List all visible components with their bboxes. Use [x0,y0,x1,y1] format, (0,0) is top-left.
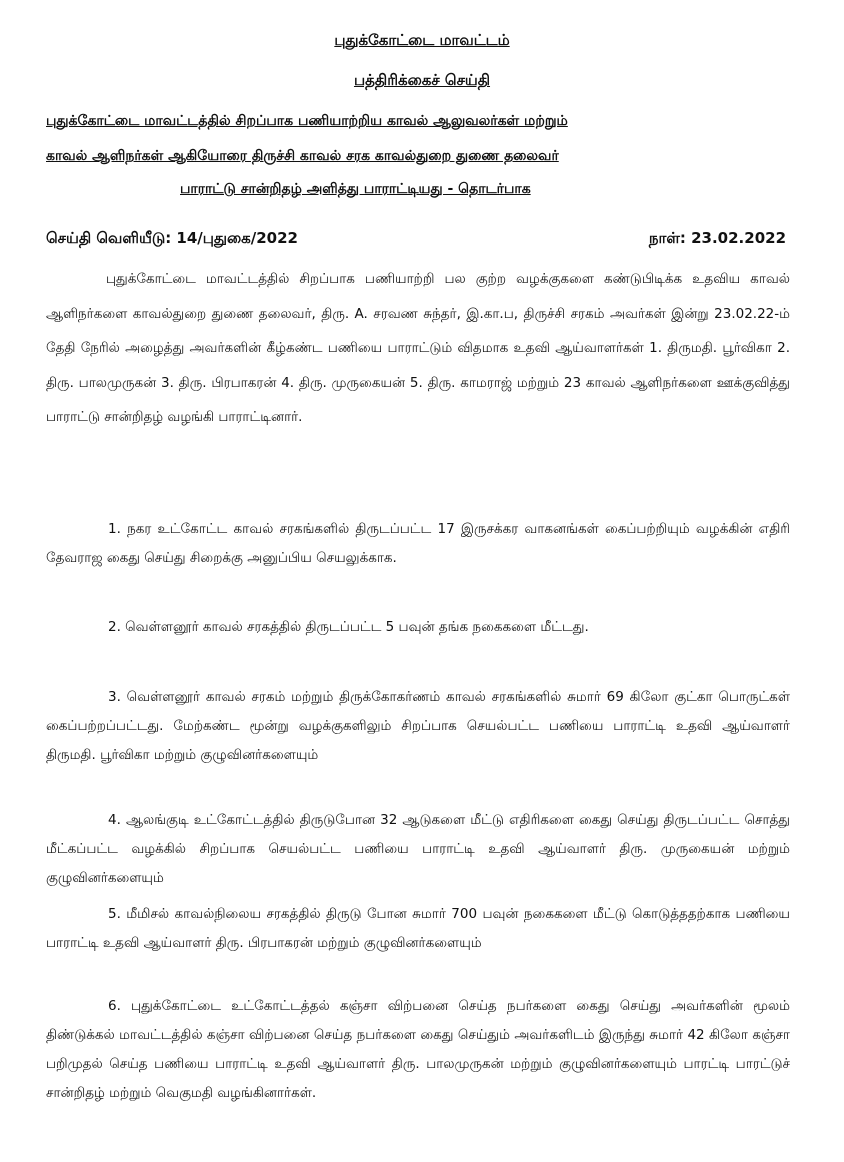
intro-paragraph: புதுக்கோட்டை மாவட்டத்தில் சிறப்பாக பணியாற்றி பல குற்ற வழக்குகளை கண்டுபிடிக்க உதவிய காவல் ஆளிநர்களை காவல்துறை துணை தலைவர், திரு. A. சரவண சுந்தர், இ.கா.ப, திருச்சி சரகம் அவர்கள் இன்று 23.02.22-ம் தேதி நேரில் அழைத்து அவர்களின் கீழ்கண்ட பணியை பாராட்டும் விதமாக உதவி ஆய்வாளர்கள் 1. திருமதி. பூர்விகா 2. திரு. பாலமுருகன் 3. திரு. பிரபாகரன் 4. திரு. முருகையன் 5. திரு. காமராஜ் மற்றும் 23 காவல் ஆளிநர்களை ஊக்குவித்து பாராட்டு சான்றிதழ் வழங்கி பாராட்டினார். [46,271,790,425]
release-number: செய்தி வெளியீடு: 14/புதுகை/2022 [46,229,298,247]
release-reference-row [46,226,786,250]
list-item: 2. வெள்ளனூர் காவல் சரகத்தில் திருடப்பட்ட 5 பவுன் தங்க நகைகளை மீட்டது. [108,619,589,635]
press-release-heading: பத்திரிக்கைச் செய்தி [353,71,491,89]
list-item: 5. மீமிசல் காவல்நிலைய சரகத்தில் திருடு போன சுமார் 700 பவுன் நகைகளை மீட்டு கொடுத்ததற்காக பணியை பாராட்டி உதவி ஆய்வாளர் திரு. பிரபாகரன் மற்றும் குழுவினர்களையும் [46,906,790,951]
release-date: நாள்: 23.02.2022 [648,229,786,247]
list-item: 3. வெள்ளனூர் காவல் சரகம் மற்றும் திருக்கோகர்ணம் காவல் சரகங்களில் சுமார் 69 கிலோ குட்கா பொருட்கள் கைப்பற்றப்பட்டது. மேற்கண்ட மூன்று வழக்குகளிலும் சிறப்பாக செயல்பட்ட பணியை பாராட்டி உதவி ஆய்வாளர் திருமதி. பூர்விகா மற்றும் குழுவினர்களையும் [46,689,790,763]
subject-line-3: பாராட்டு சான்றிதழ் அளித்து பாராட்டியது - தொடர்பாக [180,181,531,197]
subject-line-1: புதுக்கோட்டை மாவட்டத்தில் சிறப்பாக பணியாற்றிய காவல் ஆலுவலர்கள் மற்றும் [46,113,568,129]
list-item: 4. ஆலங்குடி உட்கோட்டத்தில் திருடுபோன 32 ஆடுகளை மீட்டு எதிரிகளை கைது செய்து திருடப்பட்ட சொத்து மீட்கப்பட்ட வழக்கில் சிறப்பாக செயல்பட்ட பணியை பாராட்டி உதவி ஆய்வாளர் திரு. முருகையன் மற்றும் குழுவினர்களையும் [46,812,790,886]
subject-line-2: காவல் ஆளிநர்கள் ஆகியோரை திருச்சி காவல் சரக காவல்துறை துணை தலைவர் [46,148,559,164]
list-item: 6. புதுக்கோட்டை உட்கோட்டத்தல் கஞ்சா விற்பனை செய்த நபர்களை கைது செய்து அவர்களின் மூலம் திண்டுக்கல் மாவட்டத்தில் கஞ்சா விற்பனை செய்த நபர்களை கைது செய்தும் அவர்களிடம் இருந்து சுமார் 42 கிலோ கஞ்சா பறிமுதல் செய்த பணியை பாராட்டி உதவி ஆய்வாளர் திரு. பாலமுருகன் மற்றும் குழுவினர்களையும் பாரட்டி பாரட்டுச் சான்றிதழ் மற்றும் வெகுமதி வழங்கினார்கள். [46,998,790,1101]
district-heading: புதுக்கோட்டை மாவட்டம் [334,31,510,49]
list-item: 1. நகர உட்கோட்ட காவல் சரகங்களில் திருடப்பட்ட 17 இருசக்கர வாகனங்கள் கைப்பற்றியும் வழக்கின் எதிரி தேவராஜ கைது செய்து சிறைக்கு அனுப்பிய செயலுக்காக. [46,521,790,566]
